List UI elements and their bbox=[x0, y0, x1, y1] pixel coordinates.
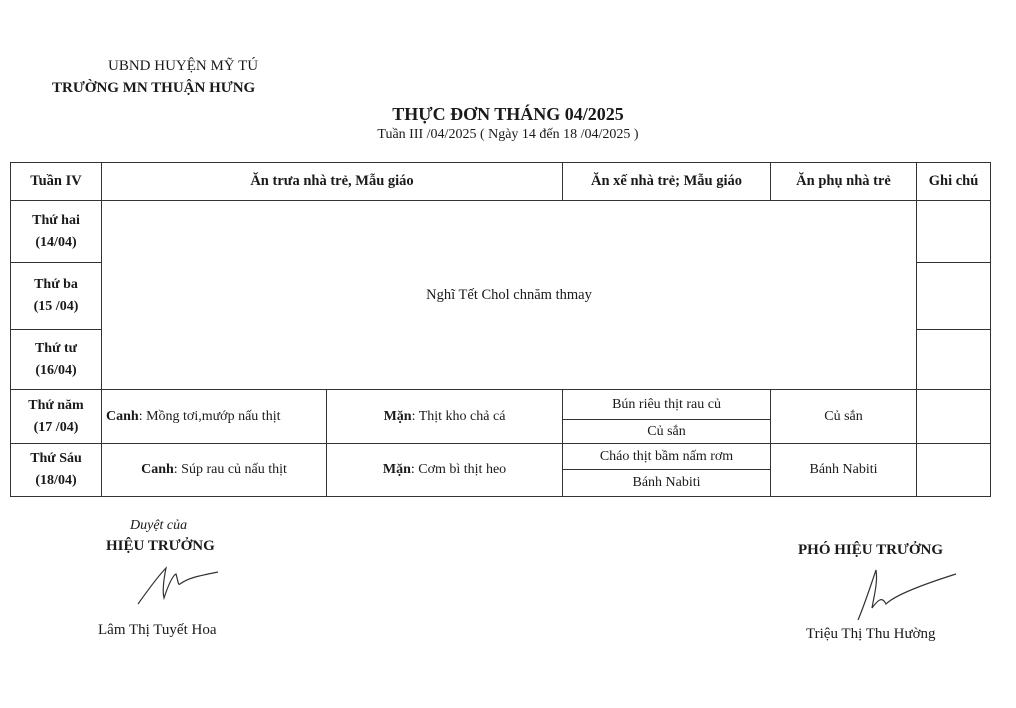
extra-meal-cell: Củ sắn bbox=[771, 390, 917, 444]
principal-name: Lâm Thị Tuyết Hoa bbox=[98, 622, 217, 638]
header-lunch: Ăn trưa nhà trẻ, Mẫu giáo bbox=[102, 163, 563, 201]
main-dish-cell bbox=[327, 444, 563, 497]
day-cell bbox=[11, 390, 102, 444]
notes-cell bbox=[917, 444, 991, 497]
vice-principal-title: PHÓ HIỆU TRƯỞNG bbox=[798, 542, 944, 558]
day-name: Thứ hai bbox=[32, 212, 80, 228]
day-name: Thứ Sáu bbox=[30, 451, 82, 466]
main-dish-cell bbox=[327, 390, 563, 444]
main-dish-label: Mặn bbox=[383, 408, 412, 424]
afternoon-snack-2: Bánh Nabiti bbox=[563, 470, 771, 497]
afternoon-snack-1: Bún riêu thịt rau củ bbox=[563, 390, 771, 420]
header-extra-meal: Ăn phụ nhà trẻ bbox=[771, 163, 917, 201]
soup-label: Canh bbox=[106, 408, 139, 424]
holiday-cell: Nghĩ Tết Chol chnăm thmay bbox=[102, 201, 917, 390]
day-date: (14/04) bbox=[35, 234, 77, 250]
notes-cell bbox=[917, 263, 991, 330]
day-date: (17 /04) bbox=[33, 419, 79, 435]
page-subtitle: Tuần III /04/2025 ( Ngày 14 đến 18 /04/2025 ) bbox=[377, 127, 639, 142]
soup-dish: : Súp rau củ nấu thịt bbox=[173, 462, 287, 477]
header-notes: Ghi chú bbox=[917, 163, 991, 201]
menu-table bbox=[10, 162, 991, 497]
day-cell bbox=[11, 201, 102, 263]
day-date: (16/04) bbox=[35, 362, 77, 378]
day-name: Thứ năm bbox=[28, 397, 84, 413]
soup-dish: : Mồng tơi,mướp nấu thịt bbox=[138, 408, 281, 424]
header-week: Tuần IV bbox=[11, 163, 102, 201]
table-row bbox=[11, 201, 991, 263]
page-title: THỰC ĐƠN THÁNG 04/2025 bbox=[392, 104, 624, 124]
vice-principal-signature bbox=[848, 562, 960, 626]
table-row bbox=[11, 444, 991, 470]
principal-title: HIỆU TRƯỞNG bbox=[106, 538, 215, 554]
notes-cell bbox=[917, 201, 991, 263]
header-afternoon-snack: Ăn xế nhà trẻ; Mẫu giáo bbox=[563, 163, 771, 201]
notes-cell bbox=[917, 330, 991, 390]
afternoon-snack-1: Cháo thịt bầm nấm rơm bbox=[563, 444, 771, 470]
soup-label: Canh bbox=[141, 462, 174, 477]
day-cell bbox=[11, 263, 102, 330]
header-school: TRƯỜNG MN THUẬN HƯNG bbox=[52, 80, 256, 96]
extra-meal-cell: Bánh Nabiti bbox=[771, 444, 917, 497]
day-name: Thứ tư bbox=[34, 340, 78, 356]
day-cell bbox=[11, 444, 102, 497]
main-dish-label: Mặn bbox=[382, 462, 411, 477]
notes-cell bbox=[917, 390, 991, 444]
vice-principal-name: Triệu Thị Thu Hường bbox=[806, 626, 936, 642]
day-date: (18/04) bbox=[35, 473, 77, 488]
main-dish: : Thịt kho chả cá bbox=[411, 408, 506, 424]
table-row bbox=[11, 390, 991, 420]
afternoon-snack-2: Củ sắn bbox=[563, 420, 771, 444]
header-org: UBND HUYỆN MỸ TÚ bbox=[108, 58, 259, 74]
main-dish: : Cơm bì thịt heo bbox=[410, 462, 507, 477]
approval-note: Duyệt của bbox=[130, 518, 188, 533]
principal-signature bbox=[134, 560, 224, 610]
table-header-row bbox=[11, 163, 991, 201]
soup-cell bbox=[102, 390, 327, 444]
soup-cell bbox=[102, 444, 327, 497]
day-name: Thứ ba bbox=[34, 277, 78, 292]
day-cell bbox=[11, 330, 102, 390]
day-date: (15 /04) bbox=[33, 299, 79, 314]
